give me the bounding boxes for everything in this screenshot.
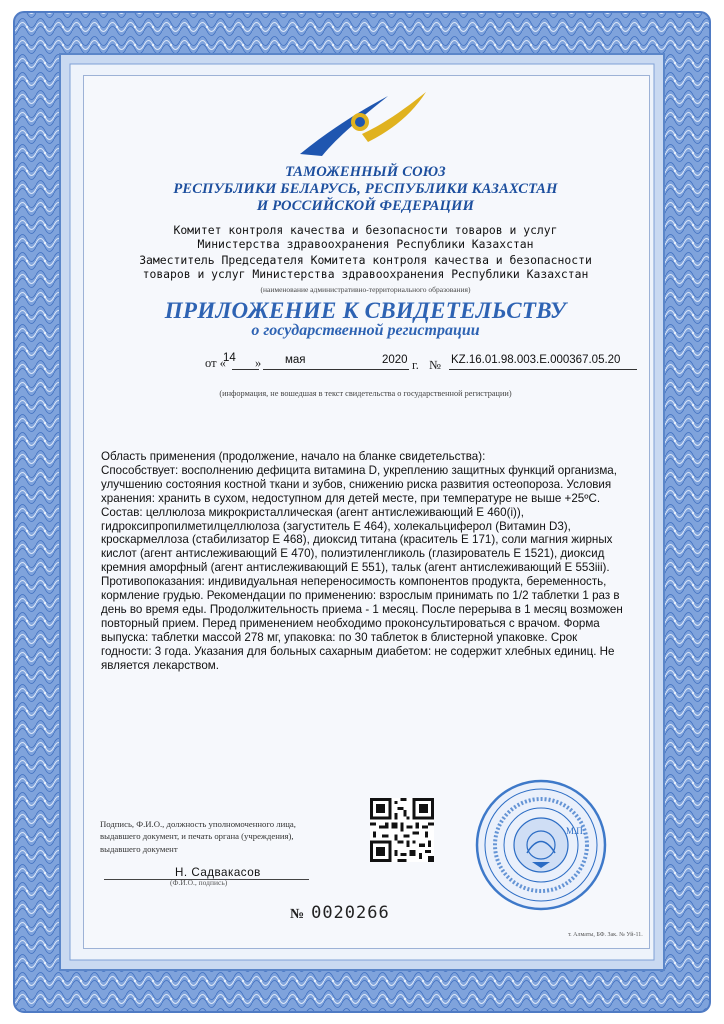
union-title-line-3: И РОССИЙСКОЙ ФЕДЕРАЦИИ <box>256 198 475 214</box>
union-title-line-1: ТАМОЖЕННЫЙ СОЮЗ <box>285 164 446 180</box>
body-text <box>101 450 631 673</box>
body-line: кормление грудью. Рекомендации по применению: взрослым принимать по 1/2 таблетки 1 раз в <box>101 589 620 603</box>
date-from-label: от « <box>205 356 226 370</box>
committee-line-2: Министерства здравоохранения Республики Казахстан <box>197 237 534 251</box>
document-title: ПРИЛОЖЕНИЕ К СВИДЕТЕЛЬСТВУ <box>164 298 567 323</box>
body-line: кислот (агент антислеживающий Е 470), полиэтиленгликоль (глазирователь Е 1521), диоксид <box>101 547 605 561</box>
info-caption: (информация, не вошедшая в текст свидетельства о государственной регистрации) <box>219 389 512 398</box>
union-title-line-2: РЕСПУБЛИКИ БЕЛАРУСЬ, РЕСПУБЛИКИ КАЗАХСТАН <box>173 181 558 197</box>
body-line: день во время еды. Продолжительность приема - 1 месяц. После перерыва в 1 месяц возможен <box>101 602 623 616</box>
seal-mark: М.П. <box>566 826 586 836</box>
qr-code-icon <box>370 798 434 862</box>
document-subtitle: о государственной регистрации <box>251 322 480 339</box>
body-line: кроскармеллоза (стабилизатор Е 468), диоксид титана (краситель Е 171), соли магния жирных <box>101 533 613 547</box>
body-line: является лекарством. <box>101 658 219 672</box>
signature-caption-line: выдавшего документ <box>100 843 178 854</box>
committee-line-1: Комитет контроля качества и безопасности товаров и услуг <box>173 223 558 237</box>
body-line: улучшению состояния костной ткани и зубов, снижению риска развития остеопороза. Условия <box>101 477 612 491</box>
date-day: 14 <box>223 352 236 364</box>
body-line: гидроксипропилметилцеллюлоза (загуститель Е 464), холекальциферол (Витамин D3), <box>101 519 571 533</box>
official-seal-icon <box>474 778 608 912</box>
body-line: Способствует: восполнению дефицита витамина D, укреплению защитных функций организма, <box>101 463 617 477</box>
registration-number: KZ.16.01.98.003.E.000367.05.20 <box>451 354 621 366</box>
date-year: 2020 <box>382 354 408 366</box>
signature-caption <box>100 818 340 855</box>
body-line: кремния аморфный (агент антислеживающий Е 551), тальк (агент антислеживающий Е 553iii). <box>101 561 610 575</box>
customs-union-logo-icon <box>292 88 432 160</box>
date-month: мая <box>285 354 306 366</box>
body-line: Область применения (продолжение, начало на бланке свидетельства): <box>101 450 486 463</box>
form-number <box>290 903 390 923</box>
signature-caption-line: Подпись, Ф.И.О., должность уполномоченного лица, <box>100 819 296 829</box>
printer-note: т. Алматы, БФ. Зак. № Уй-11. <box>568 932 643 938</box>
date-number-row <box>205 352 645 374</box>
signer-name: Н. Садвакасов <box>175 866 261 879</box>
signer-caption: (Ф.И.О., подпись) <box>170 878 228 887</box>
body-line: выпуска: таблетки массой 278 мг, упаковка: по 30 таблеток в блистерной упаковке. Срок <box>101 630 578 644</box>
form-number-sign: № <box>290 907 306 922</box>
territory-caption: (наименование административно-территориального образования) <box>260 285 471 294</box>
body-line: Противопоказания: индивидуальная непереносимость компонентов продукта, беременность, <box>101 575 607 589</box>
committee-line-3: Заместитель Председателя Комитета контроля качества и безопасности <box>139 253 592 267</box>
committee-line-4: товаров и услуг Министерства здравоохранения Республики Казахстан <box>142 267 589 281</box>
date-year-suffix: г. <box>412 358 419 372</box>
body-line: хранения: хранить в сухом, недоступном для детей месте, при температуре не выше +25ºС. <box>101 491 601 505</box>
body-line: годности: 3 года. Указания для больных сахарным диабетом: не содержит хлебных единиц. Не <box>101 644 615 658</box>
body-line: повторный прием. Перед применением необходимо проконсультироваться с врачом. Форма <box>101 616 600 630</box>
date-close-quote: » <box>255 356 262 370</box>
signature-caption-line: выдавшего документ, и печать органа (учреждения), <box>100 831 294 842</box>
body-line: Состав: целлюлоза микрокристаллическая (агент антислеживающий Е 460(i)), <box>101 505 524 519</box>
form-number-value: 0020266 <box>311 903 390 923</box>
number-sign-label: № <box>429 358 441 372</box>
